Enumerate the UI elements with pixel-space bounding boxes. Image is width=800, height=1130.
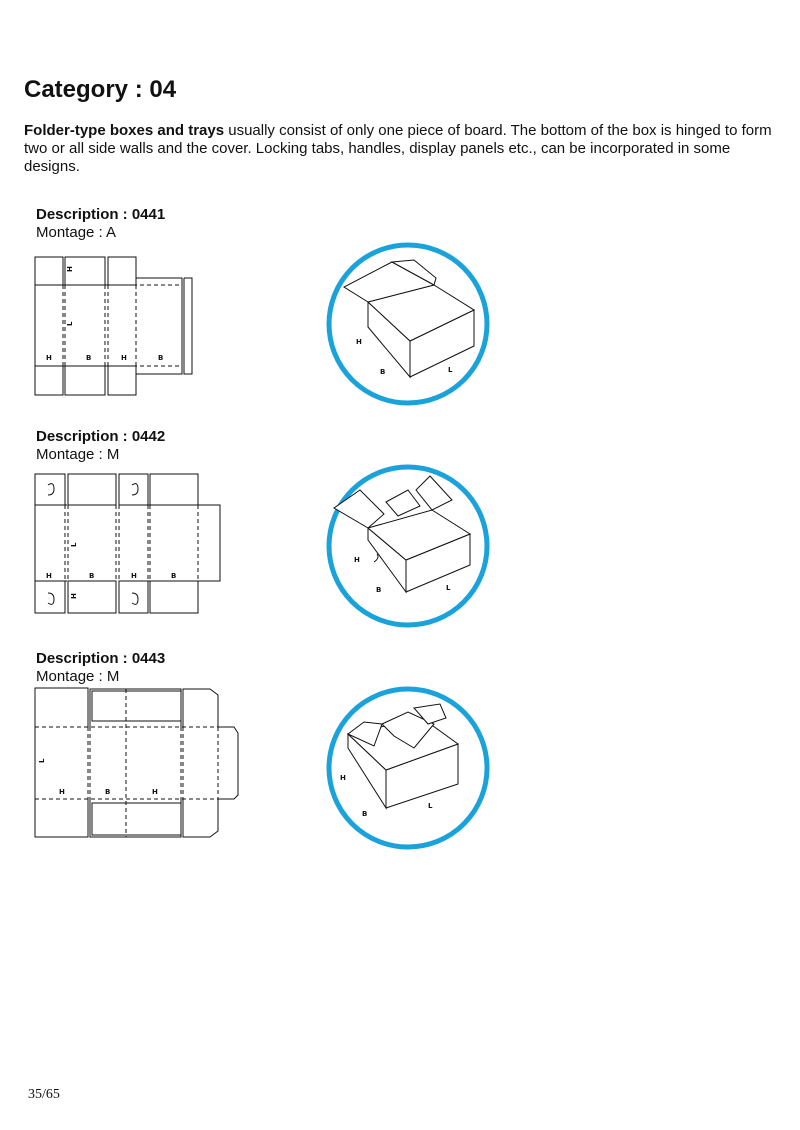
label-l: L <box>448 366 453 374</box>
intro-text: usually consist of only one piece of board. The bottom of the box is hinged to form two or all side walls and the cover. Locking tabs, handles, display panels etc., can be incorporated in some designs. <box>24 122 772 175</box>
label-h-1: H <box>46 572 52 580</box>
label-h-1: H <box>46 354 52 362</box>
label-b-1: B <box>105 788 111 796</box>
label-h-2: H <box>152 788 158 796</box>
label-h-2: H <box>131 572 137 580</box>
item-0441-montage: Montage : A <box>36 224 117 241</box>
label-l: L <box>446 584 451 592</box>
label-h-2: H <box>121 354 127 362</box>
label-l: L <box>66 321 74 326</box>
fold-arrow-icon <box>132 593 138 604</box>
item-0443-montage: Montage : M <box>36 668 120 685</box>
label-b: B <box>376 586 382 594</box>
label-h-top: H <box>66 266 74 272</box>
label-b-1: B <box>89 572 95 580</box>
die-cut-diagram-0442 <box>34 473 224 617</box>
item-0442-montage: Montage : M <box>36 446 120 463</box>
fold-arrow-icon <box>48 484 54 495</box>
label-h: H <box>354 556 360 564</box>
label-l: L <box>428 802 433 810</box>
label-b: B <box>362 810 368 818</box>
label-h-1: H <box>59 788 65 796</box>
die-cut-diagram-0441 <box>34 256 196 398</box>
item-0443-description: Description : 0443 <box>36 650 166 667</box>
fold-arrow-icon <box>48 593 54 604</box>
box-illustration-0442 <box>324 462 492 630</box>
intro-bold-term: Folder-type boxes and trays <box>24 122 225 139</box>
item-0442-heading <box>36 428 165 464</box>
label-b-2: B <box>171 572 177 580</box>
label-l: L <box>70 542 78 547</box>
fold-arrow-icon <box>132 484 138 495</box>
label-b-2: B <box>158 354 164 362</box>
page-number: 35/65 <box>28 1087 60 1102</box>
label-b-1: B <box>86 354 92 362</box>
box-illustration-0441 <box>324 240 492 408</box>
box-illustration-0443 <box>324 684 492 852</box>
item-0441-heading <box>36 206 165 242</box>
page-title: Category : 04 <box>24 76 177 103</box>
die-cut-diagram-0443 <box>34 687 240 839</box>
label-l: L <box>38 758 46 763</box>
intro-paragraph <box>24 122 784 176</box>
label-h-bottom: H <box>70 593 78 599</box>
item-0442-description: Description : 0442 <box>36 428 166 445</box>
label-h: H <box>340 774 346 782</box>
item-0443-heading <box>36 650 165 686</box>
item-0441-description: Description : 0441 <box>36 206 166 223</box>
label-h: H <box>356 338 362 346</box>
label-b: B <box>380 368 386 376</box>
